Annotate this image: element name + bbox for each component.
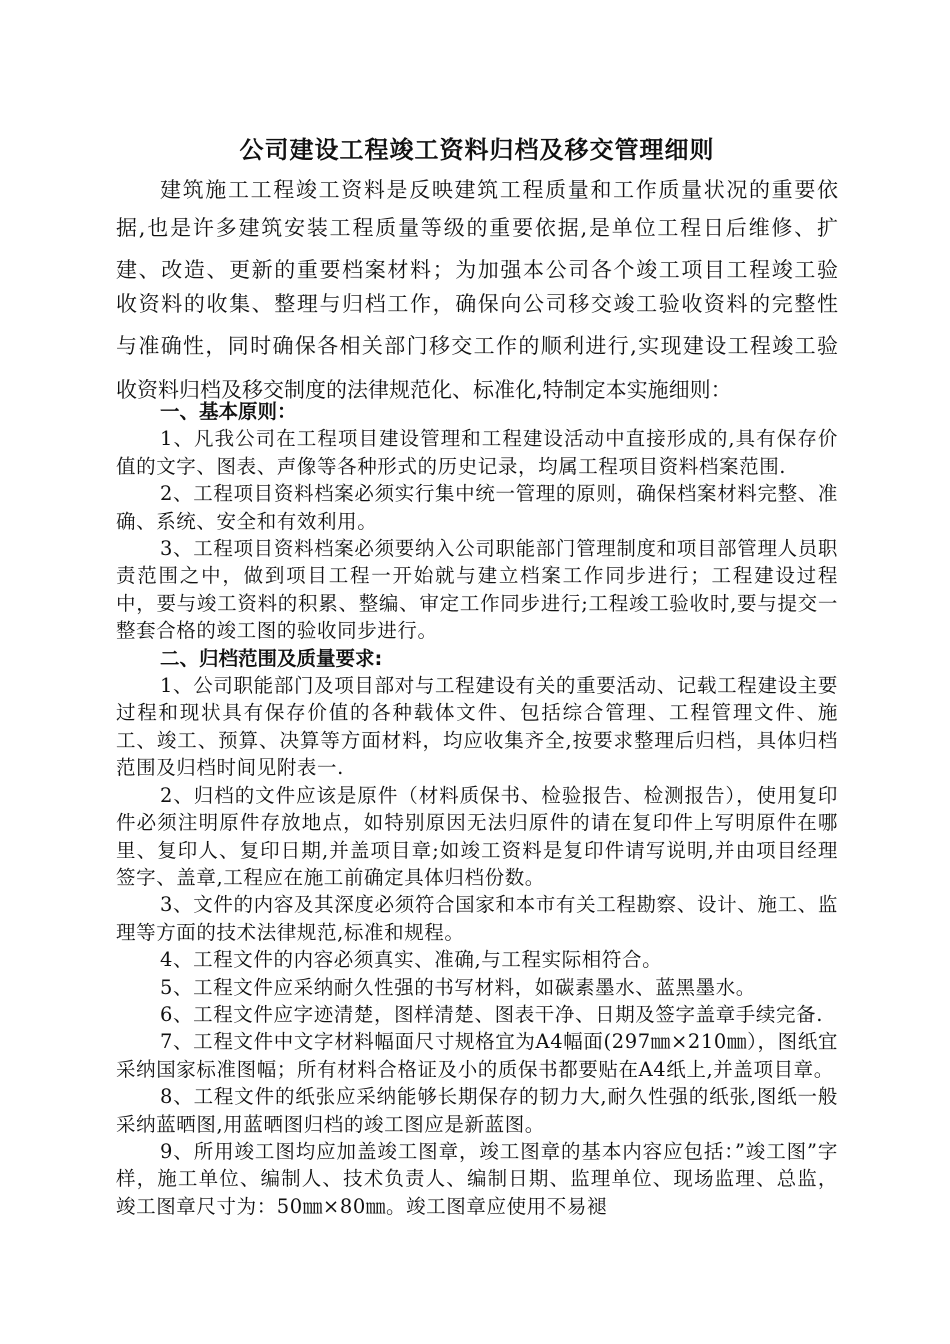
document-body [116, 398, 838, 1220]
section-heading: 二、归档范围及质量要求: [160, 646, 383, 670]
paragraph: 2、工程项目资料档案必须实行集中统一管理的原则，确保档案材料完整、准确、系统、安全和有效利用。 [116, 482, 838, 533]
paragraph: 3、工程项目资料档案必须要纳入公司职能部门管理制度和项目部管理人员职责范围之中，做到项目工程一开始就与建立档案工作同步进行；工程建设过程中，要与竣工资料的积累、整编、审定工作同步进行;工程竣工验收时,要与提交一整套合格的竣工图的验收同步进行。 [116, 537, 838, 643]
paragraph: 4、工程文件的内容必须真实、准确,与工程实际相符合。 [160, 948, 663, 972]
intro-line: 建筑施工工程竣工资料是反映建筑工程质量和工作质量状况的重要依 [160, 178, 838, 202]
document-title: 公司建设工程竣工资料归档及移交管理细则 [239, 136, 715, 164]
paragraph: 3、文件的内容及其深度必须符合国家和本市有关工程勘察、设计、施工、监理等方面的技术法律规范,标准和规程。 [116, 893, 838, 944]
intro-line: 与准确性，同时确保各相关部门移交工作的顺利进行,实现建设工程竣工验 [116, 334, 838, 358]
paragraph: 2、归档的文件应该是原件（材料质保书、检验报告、检测报告），使用复印件必须注明原件存放地点，如特别原因无法归原件的请在复印件上写明原件在哪里、复印人、复印日期,并盖项目章;如竣工资料是复印件请写说明,并由项目经理签字、盖章,工程应在施工前确定具体归档份数。 [116, 783, 838, 889]
paragraph: 8、工程文件的纸张应采纳能够长期保存的韧力大,耐久性强的纸张,图纸一般采纳蓝晒图,用蓝晒图归档的竣工图应是新蓝图。 [116, 1085, 838, 1136]
paragraph: 7、工程文件中文字材料幅面尺寸规格宜为A4幅面(297㎜×210㎜），图纸宜采纳国家标准图幅；所有材料合格证及小的质保书都要贴在A4纸上,并盖项目章。 [116, 1030, 838, 1081]
paragraph: 1、凡我公司在工程项目建设管理和工程建设活动中直接形成的,具有保存价值的文字、图表、声像等各种形式的历史记录，均属工程项目资料档案范围. [116, 427, 838, 478]
paragraph: 9、所用竣工图均应加盖竣工图章，竣工图章的基本内容应包括：”竣工图”字样，施工单位、编制人、技术负责人、编制日期、监理单位、现场监理、总监，竣工图章尺寸为：50㎜×80㎜。竣工图章应使用不易褪 [116, 1139, 838, 1218]
intro-line: 建、改造、更新的重要档案材料；为加强本公司各个竣工项目工程竣工验 [116, 258, 838, 282]
intro-line: 收资料归档及移交制度的法律规范化、标准化,特制定本实施细则： [116, 378, 732, 402]
intro-line: 据,也是许多建筑安装工程质量等级的重要依据,是单位工程日后维修、扩 [116, 216, 838, 240]
section-heading: 一、基本原则： [160, 400, 297, 423]
paragraph: 1、公司职能部门及项目部对与工程建设有关的重要活动、记载工程建设主要过程和现状具有保存价值的各种载体文件、包括综合管理、工程管理文件、施工、竣工、预算、决算等方面材料，均应收集齐全,按要求整理后归档，具体归档范围及归档时间见附表一. [116, 674, 838, 780]
paragraph: 5、工程文件应采纳耐久性强的书写材料，如碳素墨水、蓝黑墨水。 [160, 975, 756, 999]
intro-line: 收资料的收集、整理与归档工作，确保向公司移交竣工验收资料的完整性 [116, 292, 838, 316]
paragraph: 6、工程文件应字迹清楚，图样清楚、图表干净、日期及签字盖章手续完备. [160, 1002, 824, 1026]
